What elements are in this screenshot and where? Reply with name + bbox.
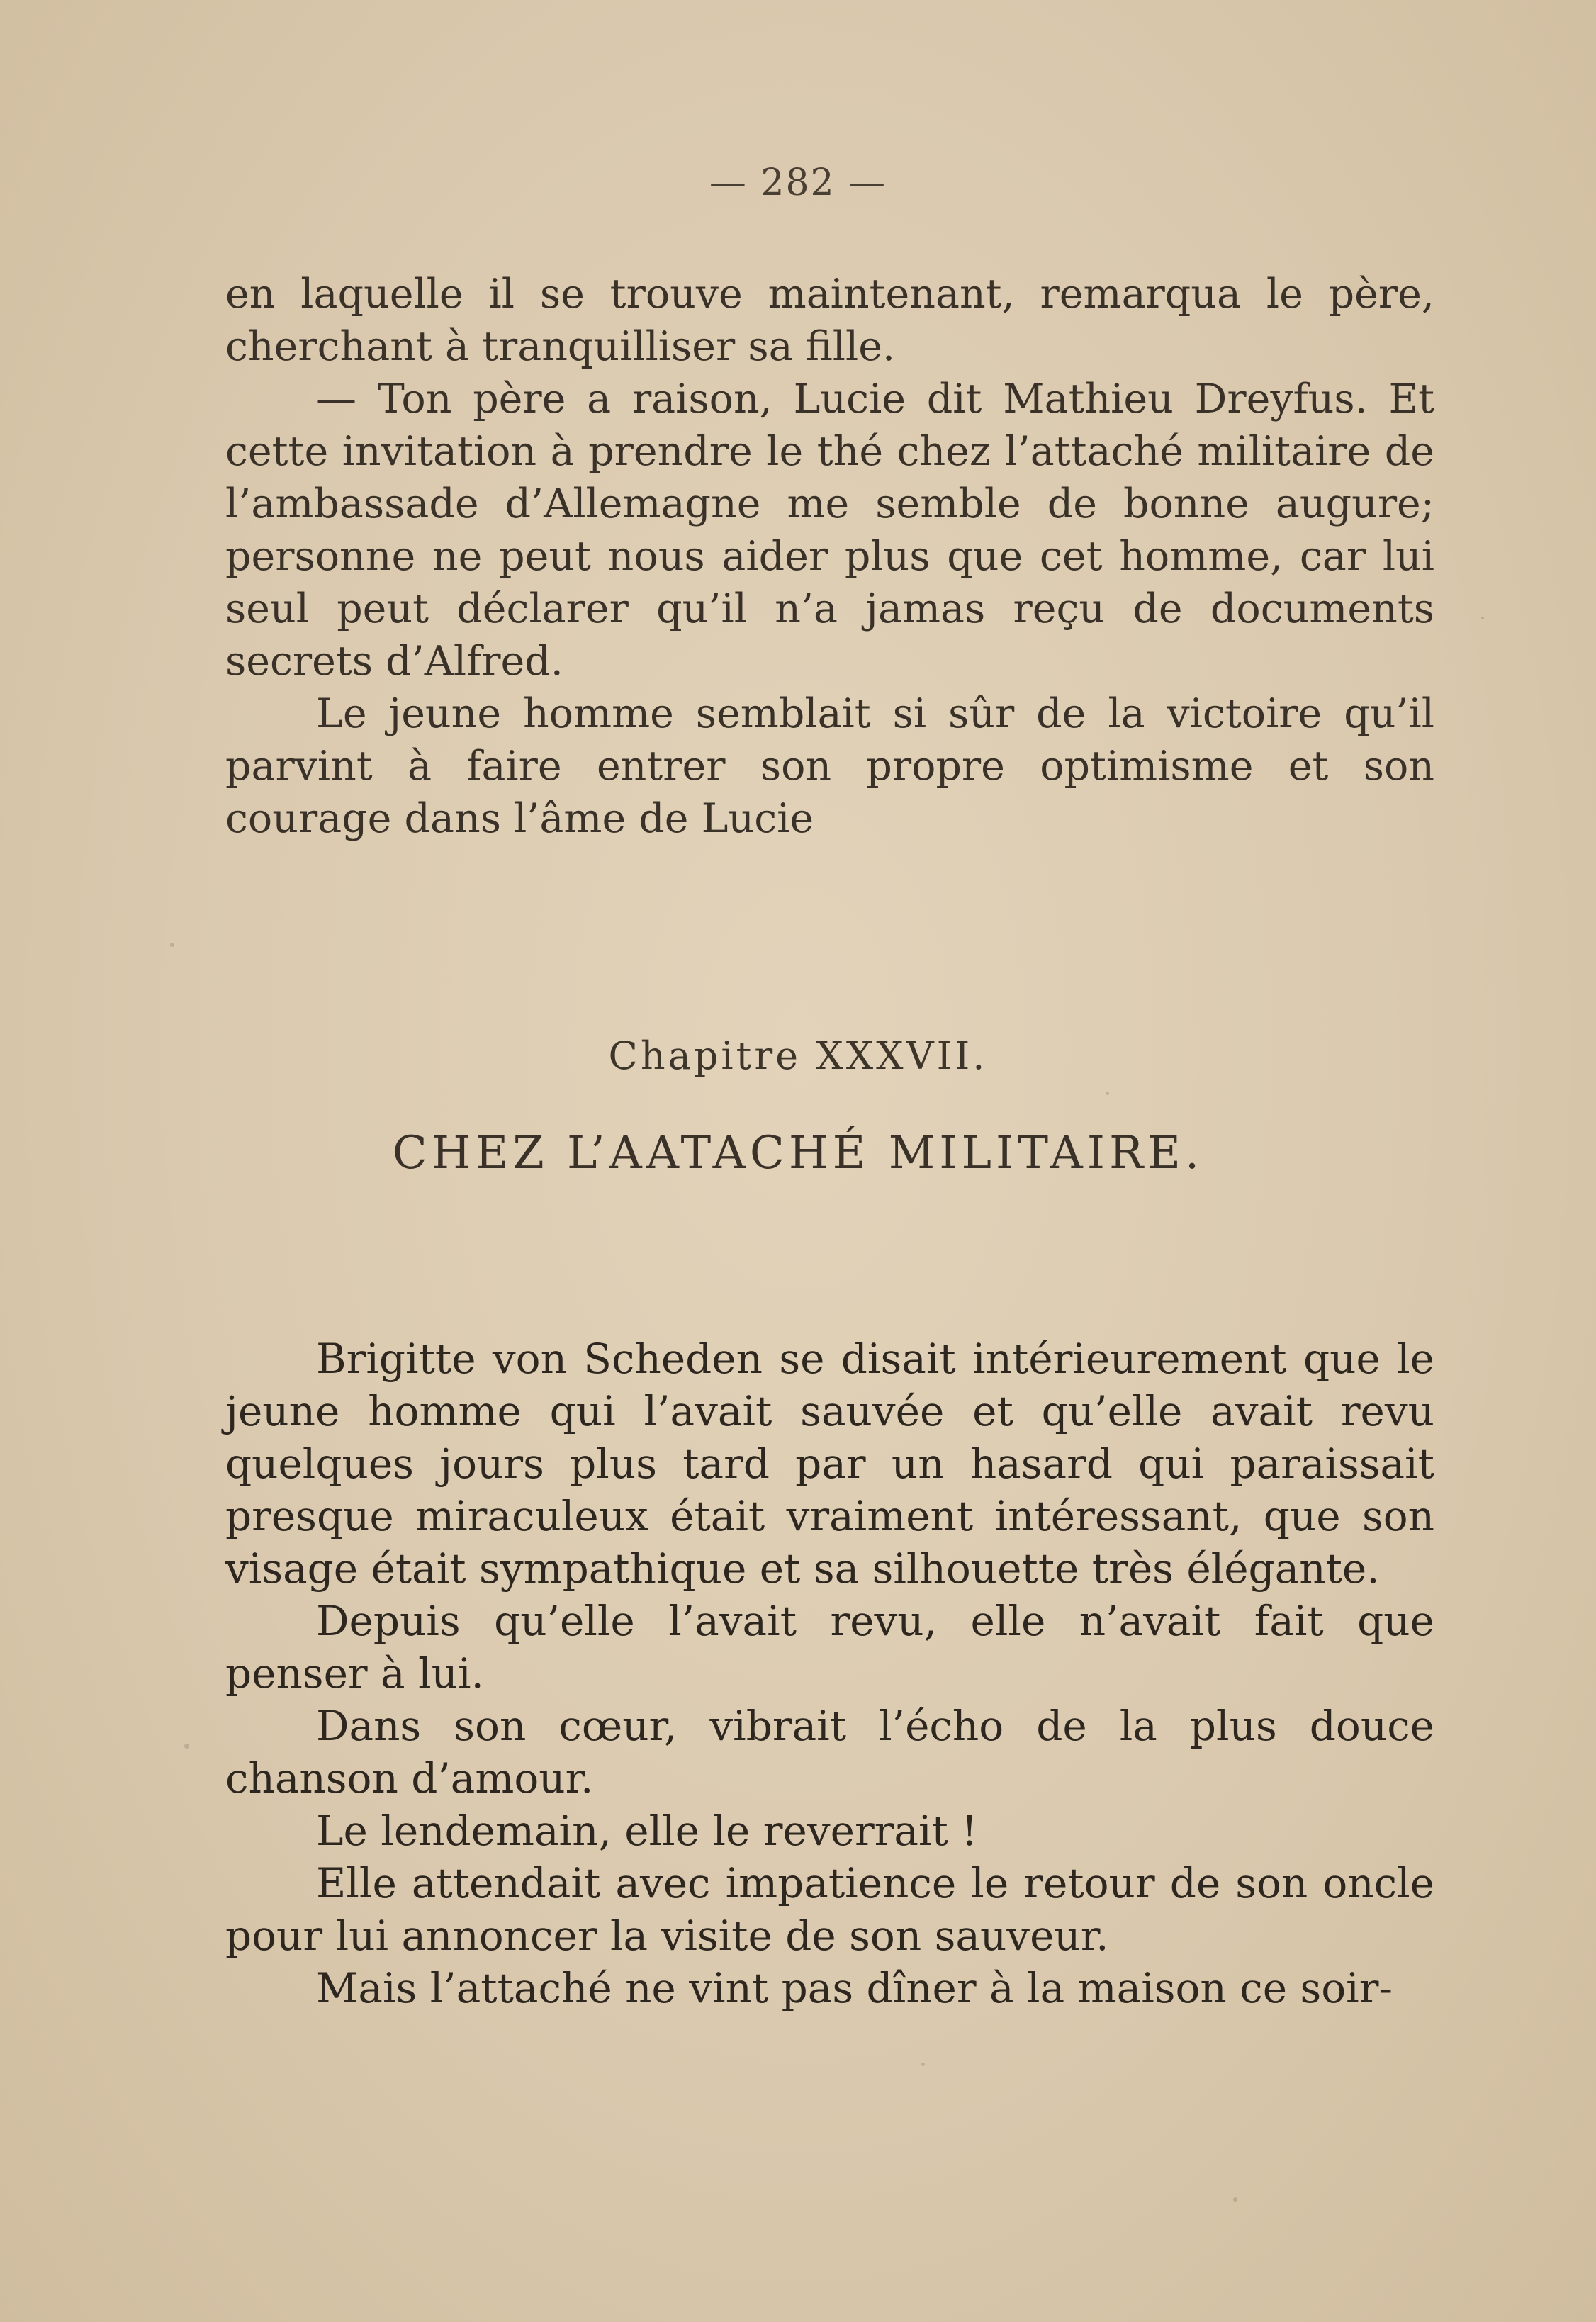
paragraph: en laquelle il se trouve maintenant, remarqua le père, cherchant à tranquilliser sa fille. [225, 271, 1434, 370]
paper-speck [921, 2063, 925, 2066]
paper-speck [1481, 617, 1484, 619]
paragraph: Mais l’attaché ne vint pas dîner à la maison ce soir- [316, 1964, 1393, 2012]
paragraph: Elle attendait avec impatience le retour de son oncle pour lui annoncer la visite de son sauveur. [225, 1859, 1434, 1960]
chapter-label: Chapitre XXXVII. [608, 1033, 988, 1078]
page-number: — 282 — [709, 162, 887, 204]
paragraph: Depuis qu’elle l’avait revu, elle n’avait fait que penser à lui. [225, 1597, 1434, 1698]
paragraph: Le jeune homme semblait si sûr de la victoire qu’il parvint à faire entrer son propre optimisme et son courage dans l’âme de Lucie [225, 690, 1434, 842]
top-text-block [225, 268, 1434, 845]
chapter-title: CHEZ L’AATACHÉ MILITAIRE. [392, 1127, 1204, 1179]
paragraph: Dans son cœur, vibrait l’écho de la plus douce chanson d’amour. [225, 1702, 1434, 1802]
paragraph: Brigitte von Scheden se disait intérieurement que le jeune homme qui l’avait sauvée et qu’elle avait revu quelques jours plus tard par un hasard qui paraissait presque miraculeux était vraiment intéressant, que son visage était sympathique et sa silhouette très élégante. [225, 1335, 1434, 1593]
paper-speck [1233, 2197, 1237, 2202]
paragraph: Le lendemain, elle le reverrait ! [316, 1807, 978, 1855]
bottom-text-block [225, 1333, 1434, 2014]
paper-speck [1106, 1092, 1109, 1095]
paper-speck [184, 1744, 189, 1749]
paper-speck [170, 943, 174, 947]
paragraph: — Ton père a raison, Lucie dit Mathieu Dreyfus. Et cette invitation à prendre le thé chez l’attaché militaire de l’ambassade d’Allemagne me semble de bonne augure; personne ne peut nous aider plus que cet homme, car lui seul peut déclarer qu’il n’a jamas reçu de documents secrets d’Alfred. [225, 376, 1434, 685]
